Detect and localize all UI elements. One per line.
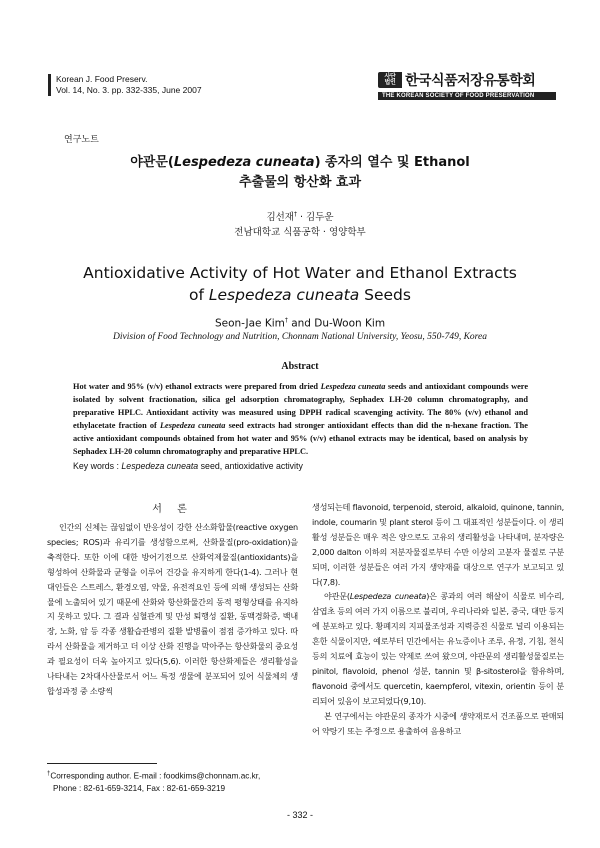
article-type: 연구노트 <box>64 135 99 145</box>
english-title: Antioxidative Activity of Hot Water and Ethanol Extracts of Lespedeza cuneata Seeds <box>83 264 517 304</box>
corresponding-author-footnote: †Corresponding author. E-mail : foodkims@chonnam.ac.kr, Phone : 82-61-659-3214, Fax : 82-61-659-3219 <box>47 771 261 793</box>
section-heading-introduction: 서 론 <box>152 504 193 515</box>
english-authors: Seon-Jae Kim† and Du-Woon Kim <box>214 317 386 330</box>
page-number: - 332 - <box>286 810 313 820</box>
paragraph: 인간의 신체는 끊임없이 반응성이 강한 산소화합물(reactive oxygen species; ROS)과 유리기를 생성함으로써, 산화물질(pro-oxidation)을 축적한다. 또한 이에 대한 방어기전으로 산화억제물질(antioxidants)을 형성하여 산화물과 균형을 이루어 건강을 유지하게 한다(1-4). 그러나 현대인들은 스트레스, 환경오염, 약물, 유전적요인 등에 의해 생성되는 산화물에 노출되어 있기 때문에 산화와 항산화물간의 동적 평형상태를 유지하지 못하고 있다. 그 결과 심혈관계 및 만성 퇴행성 질환, 동맥경화증, 백내장, 노화, 암 등 각종 생활습관병의 질환 발병률이 점점 증가하고 있다. 따라서 산화물을 제거하고 더 이상 산화 진행을 막아주는 항산화물의 중요성과 필요성이 더욱 높아지고 있다(5,6). 이러한 항산화제들은 생리활성을 나타내는 2차대사산물로서 어느 특정 생물에 분포되어 있어 식물체의 생합성과정 중 소량씩 <box>47 522 298 696</box>
korean-authors: 김선재† · 김두운 전남대학교 식품공학 · 영양학부 <box>0 207 600 240</box>
paragraph: 야관문(Lespedeza cuneata)은 콩과의 여러 해살이 식물로 비수리, 삼엽초 등의 여러 가지 이름으로 불리며, 우리나라와 일본, 중국, 대만 등지에 분포하고 있다. 황폐지의 지피물조성과 지력증진 식물로 널리 이용되는 흔한 식물이지만, 예로부터 민간에서는 유뇨증이나 조루, 유정, 기침, 천식 등의 치료에 효능이 있는 약제로 쓰여 왔으며, 야관문의 생리활성물질로는 pinitol, flavoloid, phenol 성분, tannin 및 β-sitosterol을 함유하며, flavonoid 중에서도 quercetin, kaempferol, vitexin, orientin 등이 분리되어 있음이 보고되었다(9,10). <box>312 591 564 706</box>
abstract-heading: Abstract <box>281 361 319 372</box>
journal-volume: Vol. 14, No. 3. pp. 332-335, June 2007 <box>56 85 202 95</box>
journal-citation <box>48 74 202 96</box>
right-column <box>312 500 564 739</box>
logo-korean-name: 한국식품저장유통학회 <box>405 73 536 89</box>
society-logo <box>378 70 556 100</box>
left-column <box>47 520 298 699</box>
journal-name: Korean J. Food Preserv. <box>56 74 148 84</box>
abstract-body: Hot water and 95% (v/v) ethanol extracts were prepared from dried Lespedeza cuneata seeds and antioxidant compounds were isolated by solvent fractionation, silica gel adsorption chromatography, Sephadex LH-20 column chromatography, and preparative HPLC. Antioxidant activity was measured using DPPH radical scavenging activity. The 80% (v/v) ethanol and ethylacetate fraction of Lespedeza cuneata seed extracts had stronger antioxidant effects than did the n-hexane fraction. The active antioxidant compounds obtained from hot water and 95% (v/v) ethanol extracts may be identical, based on analysis by Sephadex LH-20 column chromatography and preparative HPLC. <box>73 382 529 456</box>
logo-mark: 사단 법인 <box>378 72 402 88</box>
keywords: Key words : Lespedeza cuneata seed, antioxidative activity <box>73 461 303 471</box>
paragraph: 본 연구에서는 야관문의 종자가 시중에 생약재로서 건조품으로 판매되어 약탕기 또는 주정으로 용출하여 음용하고 <box>312 710 564 736</box>
logo-english-name: THE KOREAN SOCIETY OF FOOD PRESERVATION <box>378 92 556 100</box>
korean-affiliation: 전남대학교 식품공학 · 영양학부 <box>234 227 366 239</box>
english-affiliation: Division of Food Technology and Nutrition, Chonnam National University, Yeosu, 550-749, Korea <box>113 332 487 342</box>
footnote-divider <box>47 763 157 764</box>
paragraph: 생성되는데 flavonoid, terpenoid, steroid, alkaloid, quinone, tannin, indole, coumarin 및 plant sterol 등이 그 대표적인 성분들이다. 이 생리활성 성분들은 매우 적은 양으로도 고유의 생리활성을 나타내며, 분자량은 2,000 dalton 이하의 저분자물질로부터 수만 이상의 고분자 물질로 구분되며, 이러한 성분들은 여러 가지 생약재를 대상으로 연구가 보고되고 있다(7,8). <box>312 502 564 587</box>
korean-title: 야관문(Lespedeza cuneata) 종자의 열수 및 Ethanol 추출물의 항산화 효과 <box>130 155 470 190</box>
